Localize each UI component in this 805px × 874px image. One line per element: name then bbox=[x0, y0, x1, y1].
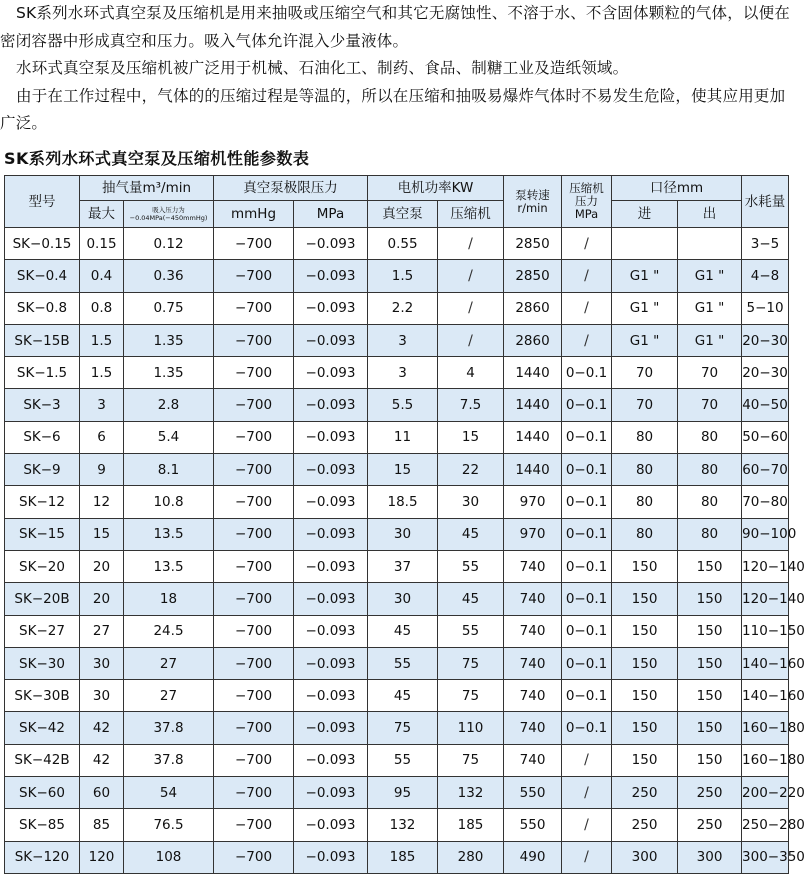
cell-suction: 27 bbox=[124, 647, 214, 679]
cell-max: 12 bbox=[80, 486, 124, 518]
header-speed: 泵转速 r/min bbox=[504, 176, 562, 228]
cell-speed: 550 bbox=[504, 809, 562, 841]
cell-suction: 13.5 bbox=[124, 550, 214, 582]
cell-mpa: −0.093 bbox=[294, 550, 368, 582]
intro-paragraph bbox=[0, 0, 794, 55]
cell-pump: 18.5 bbox=[368, 486, 438, 518]
cell-mpa: −0.093 bbox=[294, 647, 368, 679]
cell-cp: 0−0.1 bbox=[562, 454, 612, 486]
cell-comp bbox=[438, 292, 504, 324]
cell-mmhg: −700 bbox=[214, 647, 294, 679]
cell-mmhg: −700 bbox=[214, 357, 294, 389]
cell-out: 70 bbox=[678, 357, 742, 389]
cell-cp bbox=[562, 260, 612, 292]
cell-in: 300 bbox=[612, 841, 678, 873]
cell-water: 50−60 bbox=[742, 421, 789, 453]
cell-pump: 5.5 bbox=[368, 389, 438, 421]
slash-mark: / bbox=[584, 784, 589, 801]
cell-max: 6 bbox=[80, 421, 124, 453]
slash-mark: / bbox=[584, 332, 589, 349]
cell-comp bbox=[438, 228, 504, 260]
header-water: 水耗量 bbox=[742, 176, 789, 228]
cell-mpa: −0.093 bbox=[294, 680, 368, 712]
cell-water: 3−5 bbox=[742, 228, 789, 260]
header-power-pump: 真空泵 bbox=[368, 201, 438, 228]
cell-model: SK−120 bbox=[5, 841, 80, 873]
header-port: 口径mm bbox=[612, 176, 742, 201]
cell-pump: 30 bbox=[368, 518, 438, 550]
cell-comp bbox=[438, 324, 504, 356]
cell-water: 140−160 bbox=[742, 647, 789, 679]
cell-pump: 3 bbox=[368, 324, 438, 356]
cell-mpa: −0.093 bbox=[294, 454, 368, 486]
spec-table bbox=[4, 175, 805, 874]
cell-pump: 45 bbox=[368, 680, 438, 712]
cell-mpa: −0.093 bbox=[294, 228, 368, 260]
cell-mmhg: −700 bbox=[214, 583, 294, 615]
table-row bbox=[5, 357, 789, 389]
cell-max: 30 bbox=[80, 647, 124, 679]
cell-model: SK−12 bbox=[5, 486, 80, 518]
cell-pump: 75 bbox=[368, 712, 438, 744]
cell-pump: 11 bbox=[368, 421, 438, 453]
cell-mpa: −0.093 bbox=[294, 389, 368, 421]
cell-suction: 0.36 bbox=[124, 260, 214, 292]
cell-cp: 0−0.1 bbox=[562, 647, 612, 679]
cell-speed: 1440 bbox=[504, 389, 562, 421]
cell-water: 110−150 bbox=[742, 615, 789, 647]
table-row bbox=[5, 744, 789, 776]
cell-comp: 110 bbox=[438, 712, 504, 744]
cell-out: G1 " bbox=[678, 292, 742, 324]
cell-model: SK−60 bbox=[5, 777, 80, 809]
table-title: SK系列水环式真空泵及压缩机性能参数表 bbox=[4, 149, 310, 168]
header-vacuum-mpa: MPa bbox=[294, 201, 368, 228]
cell-in: 80 bbox=[612, 518, 678, 550]
cell-max: 1.5 bbox=[80, 324, 124, 356]
table-row bbox=[5, 550, 789, 582]
cell-speed: 550 bbox=[504, 777, 562, 809]
cell-max: 85 bbox=[80, 809, 124, 841]
cell-pump: 3 bbox=[368, 357, 438, 389]
cell-in bbox=[612, 228, 678, 260]
cell-water: 60−70 bbox=[742, 454, 789, 486]
cell-out: 80 bbox=[678, 454, 742, 486]
cell-mmhg: −700 bbox=[214, 615, 294, 647]
cell-suction: 1.35 bbox=[124, 357, 214, 389]
cell-model: SK−1.5 bbox=[5, 357, 80, 389]
cell-mpa: −0.093 bbox=[294, 615, 368, 647]
cell-mmhg: −700 bbox=[214, 809, 294, 841]
slash-mark: / bbox=[584, 752, 589, 769]
cell-comp: 55 bbox=[438, 550, 504, 582]
cell-suction: 108 bbox=[124, 841, 214, 873]
cell-mmhg: −700 bbox=[214, 324, 294, 356]
cell-out: 150 bbox=[678, 744, 742, 776]
cell-out bbox=[678, 228, 742, 260]
cell-mpa: −0.093 bbox=[294, 712, 368, 744]
cell-cp bbox=[562, 841, 612, 873]
cell-cp: 0−0.1 bbox=[562, 615, 612, 647]
cell-max: 1.5 bbox=[80, 357, 124, 389]
cell-max: 0.15 bbox=[80, 228, 124, 260]
cell-mmhg: −700 bbox=[214, 228, 294, 260]
cell-speed: 740 bbox=[504, 712, 562, 744]
cell-max: 120 bbox=[80, 841, 124, 873]
cell-comp: 55 bbox=[438, 615, 504, 647]
table-body bbox=[5, 228, 805, 874]
cell-in: G1 " bbox=[612, 260, 678, 292]
cell-suction: 13.5 bbox=[124, 518, 214, 550]
cell-mpa: −0.093 bbox=[294, 583, 368, 615]
table-row bbox=[5, 421, 789, 453]
cell-in: 150 bbox=[612, 680, 678, 712]
cell-mmhg: −700 bbox=[214, 389, 294, 421]
cell-mmhg: −700 bbox=[214, 421, 294, 453]
cell-max: 30 bbox=[80, 680, 124, 712]
cell-out: 150 bbox=[678, 647, 742, 679]
cell-out: 150 bbox=[678, 712, 742, 744]
cell-pump: 2.2 bbox=[368, 292, 438, 324]
cell-comp: 185 bbox=[438, 809, 504, 841]
cell-speed: 970 bbox=[504, 486, 562, 518]
header-port-out: 出 bbox=[678, 201, 742, 228]
cell-cp bbox=[562, 777, 612, 809]
cell-model: SK−3 bbox=[5, 389, 80, 421]
slash-mark: / bbox=[468, 300, 473, 317]
table-row bbox=[5, 712, 789, 744]
cell-suction: 0.12 bbox=[124, 228, 214, 260]
table-row bbox=[5, 680, 789, 712]
cell-max: 27 bbox=[80, 615, 124, 647]
header-vacuum: 真空泵极限压力 bbox=[214, 176, 368, 201]
cell-water: 120−140 bbox=[742, 550, 789, 582]
cell-mmhg: −700 bbox=[214, 680, 294, 712]
cell-mmhg: −700 bbox=[214, 841, 294, 873]
cell-out: 250 bbox=[678, 777, 742, 809]
cell-cp: 0−0.1 bbox=[562, 583, 612, 615]
cell-max: 9 bbox=[80, 454, 124, 486]
intro-paragraph bbox=[0, 55, 794, 83]
cell-in: 80 bbox=[612, 421, 678, 453]
cell-cp: 0−0.1 bbox=[562, 550, 612, 582]
cell-suction: 0.75 bbox=[124, 292, 214, 324]
cell-out: 150 bbox=[678, 550, 742, 582]
cell-mpa: −0.093 bbox=[294, 421, 368, 453]
cell-speed: 740 bbox=[504, 744, 562, 776]
cell-in: 150 bbox=[612, 550, 678, 582]
cell-pump: 30 bbox=[368, 583, 438, 615]
cell-max: 0.8 bbox=[80, 292, 124, 324]
cell-model: SK−0.15 bbox=[5, 228, 80, 260]
cell-comp: 75 bbox=[438, 647, 504, 679]
header-model: 型号 bbox=[5, 176, 80, 228]
cell-mmhg: −700 bbox=[214, 777, 294, 809]
cell-model: SK−85 bbox=[5, 809, 80, 841]
header-port-in: 进 bbox=[612, 201, 678, 228]
cell-model: SK−42 bbox=[5, 712, 80, 744]
cell-water: 200−220 bbox=[742, 777, 789, 809]
cell-comp: 75 bbox=[438, 744, 504, 776]
cell-comp: 30 bbox=[438, 486, 504, 518]
cell-mpa: −0.093 bbox=[294, 518, 368, 550]
cell-suction: 24.5 bbox=[124, 615, 214, 647]
slash-mark: / bbox=[468, 235, 473, 252]
cell-water: 20−30 bbox=[742, 324, 789, 356]
cell-comp bbox=[438, 260, 504, 292]
cell-pump: 185 bbox=[368, 841, 438, 873]
cell-pump: 55 bbox=[368, 647, 438, 679]
intro-text bbox=[0, 0, 794, 138]
cell-suction: 1.35 bbox=[124, 324, 214, 356]
cell-water: 300−350 bbox=[742, 841, 789, 873]
table-row bbox=[5, 841, 789, 873]
cell-mmhg: −700 bbox=[214, 744, 294, 776]
cell-speed: 740 bbox=[504, 615, 562, 647]
table-row bbox=[5, 777, 789, 809]
cell-comp: 4 bbox=[438, 357, 504, 389]
cell-pump: 95 bbox=[368, 777, 438, 809]
cell-model: SK−15 bbox=[5, 518, 80, 550]
cell-max: 60 bbox=[80, 777, 124, 809]
cell-in: 150 bbox=[612, 744, 678, 776]
cell-water: 140−160 bbox=[742, 680, 789, 712]
cell-cp: 0−0.1 bbox=[562, 486, 612, 518]
cell-out: 300 bbox=[678, 841, 742, 873]
cell-suction: 27 bbox=[124, 680, 214, 712]
cell-suction: 37.8 bbox=[124, 712, 214, 744]
cell-max: 3 bbox=[80, 389, 124, 421]
cell-suction: 54 bbox=[124, 777, 214, 809]
slash-mark: / bbox=[584, 849, 589, 866]
cell-comp: 7.5 bbox=[438, 389, 504, 421]
cell-cp bbox=[562, 228, 612, 260]
header-vacuum-mmhg: mmHg bbox=[214, 201, 294, 228]
table-row bbox=[5, 518, 789, 550]
header-flow-max: 最大 bbox=[80, 201, 124, 228]
cell-cp: 0−0.1 bbox=[562, 357, 612, 389]
cell-mmhg: −700 bbox=[214, 260, 294, 292]
cell-out: 150 bbox=[678, 615, 742, 647]
header-power: 电机功率KW bbox=[368, 176, 504, 201]
cell-suction: 2.8 bbox=[124, 389, 214, 421]
cell-water: 20−30 bbox=[742, 357, 789, 389]
cell-max: 42 bbox=[80, 744, 124, 776]
cell-out: 80 bbox=[678, 518, 742, 550]
cell-mmhg: −700 bbox=[214, 550, 294, 582]
cell-model: SK−6 bbox=[5, 421, 80, 453]
cell-mpa: −0.093 bbox=[294, 357, 368, 389]
slash-mark: / bbox=[584, 816, 589, 833]
cell-in: 150 bbox=[612, 712, 678, 744]
intro-paragraph-text: SK系列水环式真空泵及压缩机是用来抽吸或压缩空气和其它无腐蚀性、不溶于水、不含固体颗粒的气体，以便在密闭容器中形成真空和压力。吸入气体允许混入少量液体。 bbox=[0, 4, 791, 50]
cell-model: SK−42B bbox=[5, 744, 80, 776]
cell-speed: 1440 bbox=[504, 357, 562, 389]
cell-model: SK−9 bbox=[5, 454, 80, 486]
cell-water: 40−50 bbox=[742, 389, 789, 421]
cell-speed: 2850 bbox=[504, 260, 562, 292]
cell-cp bbox=[562, 809, 612, 841]
table-row bbox=[5, 260, 789, 292]
cell-speed: 740 bbox=[504, 583, 562, 615]
cell-suction: 76.5 bbox=[124, 809, 214, 841]
table-row bbox=[5, 486, 789, 518]
cell-out: 80 bbox=[678, 486, 742, 518]
cell-in: 80 bbox=[612, 454, 678, 486]
cell-model: SK−20B bbox=[5, 583, 80, 615]
cell-speed: 740 bbox=[504, 647, 562, 679]
cell-in: 80 bbox=[612, 486, 678, 518]
cell-water: 250−280 bbox=[742, 809, 789, 841]
cell-mpa: −0.093 bbox=[294, 841, 368, 873]
table-row bbox=[5, 809, 789, 841]
cell-model: SK−15B bbox=[5, 324, 80, 356]
cell-mpa: −0.093 bbox=[294, 486, 368, 518]
cell-in: 250 bbox=[612, 809, 678, 841]
table-row bbox=[5, 647, 789, 679]
cell-model: SK−0.4 bbox=[5, 260, 80, 292]
cell-comp: 132 bbox=[438, 777, 504, 809]
cell-out: 250 bbox=[678, 809, 742, 841]
cell-pump: 0.55 bbox=[368, 228, 438, 260]
cell-out: 150 bbox=[678, 680, 742, 712]
cell-model: SK−30 bbox=[5, 647, 80, 679]
cell-comp: 45 bbox=[438, 583, 504, 615]
cell-pump: 1.5 bbox=[368, 260, 438, 292]
table-header bbox=[5, 176, 789, 228]
header-comp-pressure: 压缩机 压力 MPa bbox=[562, 176, 612, 228]
cell-model: SK−27 bbox=[5, 615, 80, 647]
cell-speed: 2860 bbox=[504, 292, 562, 324]
cell-speed: 1440 bbox=[504, 454, 562, 486]
slash-mark: / bbox=[584, 300, 589, 317]
cell-cp: 0−0.1 bbox=[562, 421, 612, 453]
cell-out: 150 bbox=[678, 583, 742, 615]
cell-mmhg: −700 bbox=[214, 712, 294, 744]
cell-pump: 55 bbox=[368, 744, 438, 776]
cell-cp: 0−0.1 bbox=[562, 680, 612, 712]
cell-speed: 490 bbox=[504, 841, 562, 873]
cell-model: SK−0.8 bbox=[5, 292, 80, 324]
cell-mmhg: −700 bbox=[214, 486, 294, 518]
header-power-comp: 压缩机 bbox=[438, 201, 504, 228]
cell-water: 70−80 bbox=[742, 486, 789, 518]
cell-cp bbox=[562, 292, 612, 324]
cell-speed: 740 bbox=[504, 680, 562, 712]
intro-paragraph bbox=[0, 83, 794, 138]
cell-water: 160−180 bbox=[742, 712, 789, 744]
table-row bbox=[5, 228, 789, 260]
cell-in: 70 bbox=[612, 389, 678, 421]
cell-in: 150 bbox=[612, 615, 678, 647]
cell-in: 70 bbox=[612, 357, 678, 389]
cell-out: G1 " bbox=[678, 260, 742, 292]
cell-cp: 0−0.1 bbox=[562, 389, 612, 421]
cell-comp: 280 bbox=[438, 841, 504, 873]
cell-mpa: −0.093 bbox=[294, 809, 368, 841]
slash-mark: / bbox=[584, 267, 589, 284]
cell-pump: 37 bbox=[368, 550, 438, 582]
cell-out: G1 " bbox=[678, 324, 742, 356]
cell-mmhg: −700 bbox=[214, 454, 294, 486]
cell-water: 160−180 bbox=[742, 744, 789, 776]
intro-paragraph-text: 水环式真空泵及压缩机被广泛用于机械、石油化工、制药、食品、制糖工业及造纸领域。 bbox=[16, 59, 629, 77]
cell-out: 80 bbox=[678, 421, 742, 453]
cell-comp: 22 bbox=[438, 454, 504, 486]
cell-cp bbox=[562, 324, 612, 356]
cell-cp: 0−0.1 bbox=[562, 712, 612, 744]
cell-in: G1 " bbox=[612, 292, 678, 324]
cell-max: 42 bbox=[80, 712, 124, 744]
cell-mmhg: −700 bbox=[214, 292, 294, 324]
cell-max: 15 bbox=[80, 518, 124, 550]
cell-suction: 37.8 bbox=[124, 744, 214, 776]
slash-mark: / bbox=[468, 267, 473, 284]
cell-speed: 2850 bbox=[504, 228, 562, 260]
cell-water: 120−140 bbox=[742, 583, 789, 615]
cell-max: 0.4 bbox=[80, 260, 124, 292]
table-row bbox=[5, 389, 789, 421]
cell-in: 150 bbox=[612, 647, 678, 679]
cell-suction: 8.1 bbox=[124, 454, 214, 486]
cell-comp: 15 bbox=[438, 421, 504, 453]
cell-pump: 45 bbox=[368, 615, 438, 647]
cell-speed: 2860 bbox=[504, 324, 562, 356]
cell-water: 90−100 bbox=[742, 518, 789, 550]
cell-suction: 10.8 bbox=[124, 486, 214, 518]
table-row bbox=[5, 292, 789, 324]
cell-cp: 0−0.1 bbox=[562, 518, 612, 550]
cell-water: 5−10 bbox=[742, 292, 789, 324]
cell-in: 150 bbox=[612, 583, 678, 615]
cell-speed: 740 bbox=[504, 550, 562, 582]
cell-mpa: −0.093 bbox=[294, 260, 368, 292]
cell-comp: 45 bbox=[438, 518, 504, 550]
cell-mpa: −0.093 bbox=[294, 744, 368, 776]
cell-cp bbox=[562, 744, 612, 776]
cell-mpa: −0.093 bbox=[294, 777, 368, 809]
cell-out: 70 bbox=[678, 389, 742, 421]
table-row bbox=[5, 324, 789, 356]
cell-in: G1 " bbox=[612, 324, 678, 356]
header-flow: 抽气量m³/min bbox=[80, 176, 214, 201]
cell-speed: 1440 bbox=[504, 421, 562, 453]
cell-pump: 15 bbox=[368, 454, 438, 486]
cell-mmhg: −700 bbox=[214, 518, 294, 550]
cell-comp: 75 bbox=[438, 680, 504, 712]
table-row bbox=[5, 583, 789, 615]
cell-water: 4−8 bbox=[742, 260, 789, 292]
cell-suction: 18 bbox=[124, 583, 214, 615]
cell-max: 20 bbox=[80, 550, 124, 582]
table-row bbox=[5, 454, 789, 486]
cell-suction: 5.4 bbox=[124, 421, 214, 453]
cell-mpa: −0.093 bbox=[294, 292, 368, 324]
slash-mark: / bbox=[468, 332, 473, 349]
cell-model: SK−20 bbox=[5, 550, 80, 582]
header-flow-suction: 吸入压力为 −0.04MPa(−450mmHg) bbox=[124, 201, 214, 228]
cell-mpa: −0.093 bbox=[294, 324, 368, 356]
slash-mark: / bbox=[584, 235, 589, 252]
cell-speed: 970 bbox=[504, 518, 562, 550]
table-row bbox=[5, 615, 789, 647]
cell-max: 20 bbox=[80, 583, 124, 615]
cell-model: SK−30B bbox=[5, 680, 80, 712]
cell-in: 250 bbox=[612, 777, 678, 809]
cell-pump: 132 bbox=[368, 809, 438, 841]
intro-paragraph-text: 由于在工作过程中，气体的的压缩过程是等温的，所以在压缩和抽吸易爆炸气体时不易发生危险，使其应用更加广泛。 bbox=[0, 86, 786, 132]
